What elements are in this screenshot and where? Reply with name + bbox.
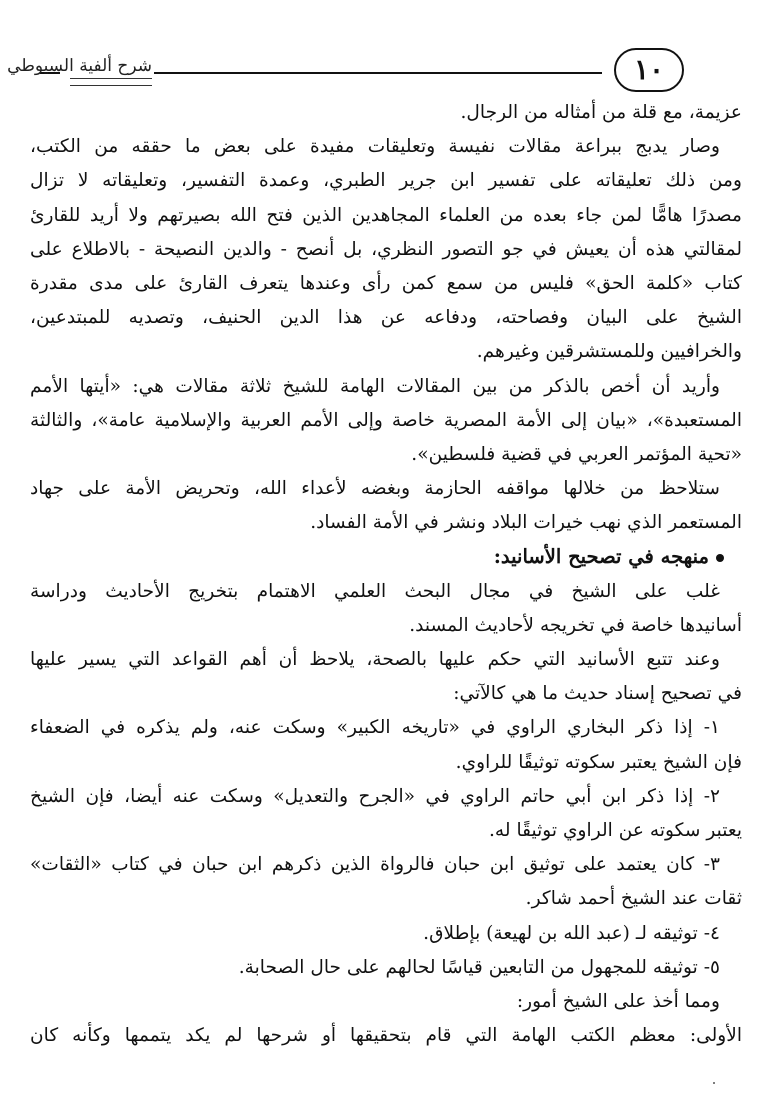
text-line: والخرافيين وللمستشرقين وغيرهم.: [476, 341, 742, 363]
text-line: وأريد أن أخص بالذكر من بين المقالات الهامة للشيخ ثلاثة مقالات هي: «أيتها الأمم: [30, 375, 720, 397]
list-item-line: يعتبر سكوته عن الراوي توثيقًا له.: [489, 819, 742, 841]
running-title-ornament: [70, 78, 152, 86]
text-line: الأولى: معظم الكتب الهامة التي قام بتحقيقها أو شرحها لم يكد يتممها وكأنه كان: [30, 1025, 742, 1047]
list-item-line: ثقات عند الشيخ أحمد شاكر.: [525, 888, 742, 910]
scan-speck: [713, 1082, 715, 1084]
header-rule: [154, 72, 602, 74]
page-header: [7, 44, 742, 98]
text-line: ومن ذلك تعليقاته على تفسير ابن جرير الطبري، وعمدة التفسير، وتعليقاته لا تزال: [30, 170, 742, 192]
section-heading-text: منهجه في تصحيح الأسانيد:: [493, 545, 709, 569]
text-line: ستلاحظ من خلالها مواقفه الحازمة وبغضه لأعداء الله، وتحريض الأمة على جهاد: [30, 478, 720, 500]
section-heading: [30, 540, 742, 574]
text-line: غلب على الشيخ في مجال البحث العلمي الاهتمام بتخريج الأحاديث ودراسة: [30, 580, 720, 602]
page-number: ١٠: [614, 48, 684, 92]
bullet-icon: [716, 554, 724, 562]
text-line: عزيمة، مع قلة من أمثاله من الرجال.: [460, 102, 742, 123]
text-line: المستعمر الذي نهب خيرات البلاد ونشر في الأمة الفساد.: [310, 512, 742, 534]
list-item-line: ١- إذا ذكر البخاري الراوي في «تاريخه الكبير» وسكت عنه، ولم يذكره في الضعفاء: [30, 717, 720, 739]
text-line: كتاب «كلمة الحق» فليس من سمع كمن رأى وعندها يتعرف القارئ على مدى مقدرة: [30, 272, 742, 294]
text-line: في تصحيح إسناد حديث ما هي كالآتي:: [453, 683, 742, 705]
text-line: الشيخ على البيان وفصاحته، ودفاعه عن هذا الدين الحنيف، وتصديه للمبتدعين،: [30, 307, 742, 329]
text-line: المستعبدة»، «بيان إلى الأمة المصرية خاصة وإلى الأمم العربية والإسلامية عامة»، والثالثة: [30, 409, 742, 431]
text-line: مصدرًا هامًّا لمن جاء بعده من العلماء المجاهدين الذين فتح الله بصيرتهم ولا أريد للقارئ: [30, 204, 742, 226]
text-line: وعند تتبع الأسانيد التي حكم عليها بالصحة، يلاحظ أن أهم القواعد التي يسير عليها: [30, 649, 720, 670]
running-title: شرح ألفية السيوطي: [7, 56, 152, 76]
list-item-line: فإن الشيخ يعتبر سكوته توثيقًا للراوي.: [455, 751, 742, 773]
list-item-line: ٤- توثيقه لـ (عبد الله بن لهيعة) بإطلاق.: [423, 922, 720, 944]
list-item-line: ٢- إذا ذكر ابن أبي حاتم الراوي في «الجرح والتعديل» وسكت عنه أيضا، فإن الشيخ: [30, 785, 720, 807]
text-line: أسانيدها خاصة في تخريجه لأحاديث المسند.: [409, 614, 742, 636]
list-item-line: ٥- توثيقه للمجهول من التابعين قياسًا لحالهم على حال الصحابة.: [238, 956, 720, 978]
text-line: «تحية المؤتمر العربي في قضية فلسطين».: [411, 443, 742, 465]
page-body: [30, 96, 742, 1053]
text-line: لمقالتي هذه أن يعيش في جو التصور النظري، بل أنصح - والدين النصيحة - بالاطلاع على: [30, 238, 742, 260]
text-line: ومما أخذ على الشيخ أمور:: [516, 990, 720, 1012]
text-line: وصار يدبج ببراعة مقالات نفيسة وتعليقات مفيدة على بعض ما حققه من الكتب،: [30, 136, 720, 158]
list-item-line: ٣- كان يعتمد على توثيق ابن حبان فالرواة الذين ذكرهم ابن حبان في كتاب «الثقات»: [30, 854, 720, 876]
